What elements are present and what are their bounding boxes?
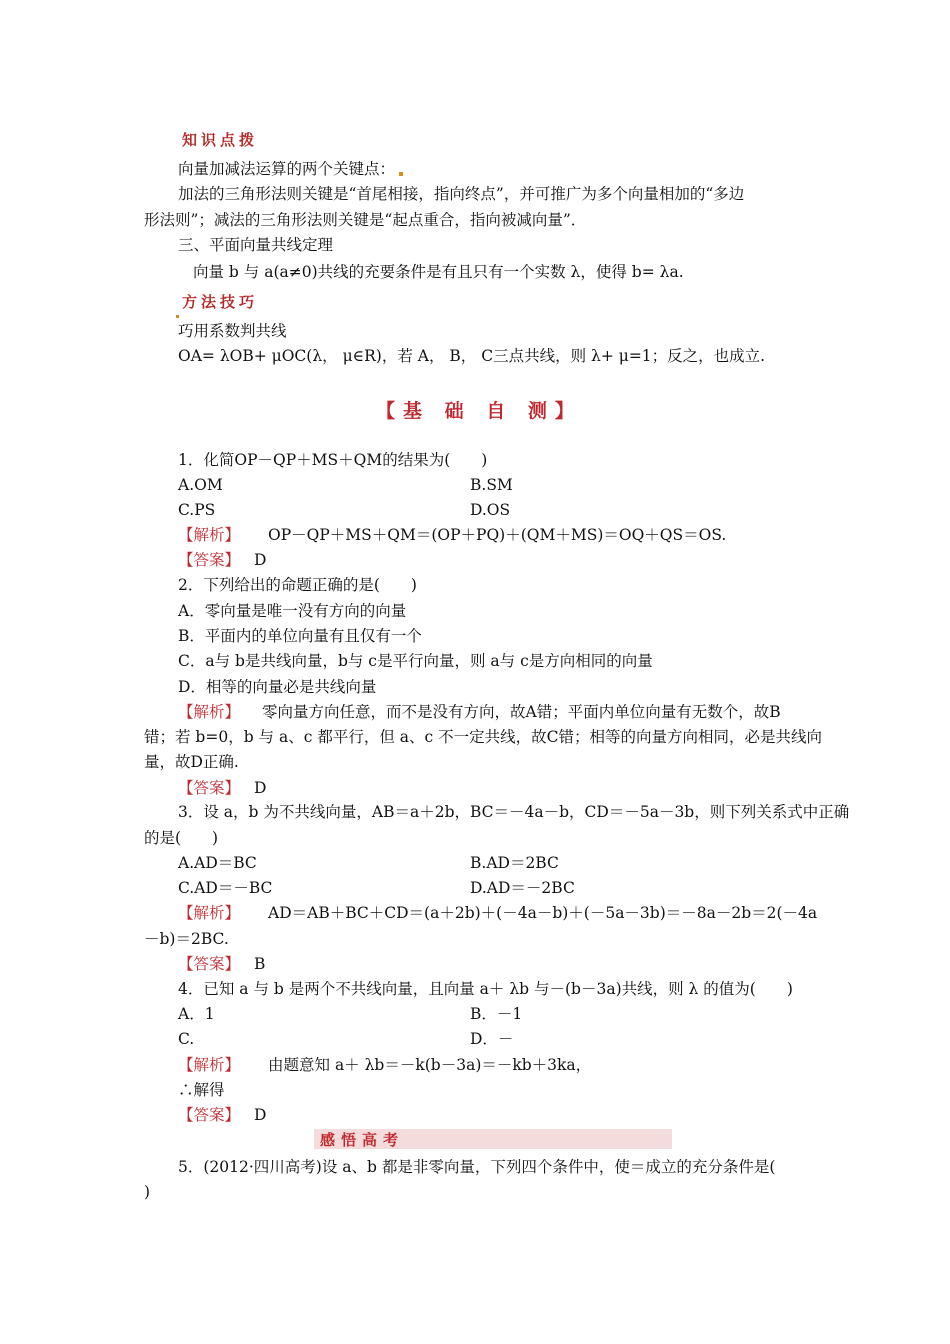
answer-text: B [254, 955, 266, 973]
answer-text: D [254, 551, 267, 569]
method-line-2: OA= λOB+ μOC(λ， μ∈R)，若 A， B， C三点共线，则 λ+ μ=1；反之，也成立. [178, 347, 766, 365]
answer-label: 【答案】 [178, 1106, 241, 1124]
analysis-label: 【解析】 [178, 526, 241, 544]
q1-option-d: D.OS [470, 501, 511, 519]
analysis-text: OP－QP＋MS＋QM＝(OP＋PQ)＋(QM＋MS)＝OQ＋QS＝OS. [268, 526, 727, 544]
knowledge-line-1: 向量加减法运算的两个关键点： [178, 159, 403, 179]
q2-option-d: D．相等的向量必是共线向量 [178, 678, 377, 696]
knowledge-badge-text: 知识点拨 [182, 131, 259, 149]
q1-answer [178, 550, 266, 570]
q3-stem-2: 的是( ) [144, 829, 219, 847]
analysis-label: 【解析】 [178, 904, 241, 922]
analysis-label: 【解析】 [178, 1056, 241, 1074]
q2-answer [178, 778, 266, 798]
q1-option-a: A.OM [178, 476, 223, 494]
q4-analysis-2: ∴解得 [178, 1081, 225, 1099]
knowledge-line-4: 三、平面向量共线定理 [178, 236, 334, 254]
q1-analysis [178, 525, 726, 545]
q3-option-b: B.AD＝2BC [470, 854, 559, 872]
knowledge-line-2: 加法的三角形法则关键是“首尾相接，指向终点”，并可推广为多个向量相加的“多边 [178, 185, 745, 203]
gaokao-label: 感悟高考 [320, 1131, 405, 1149]
q5-stem-2: ) [144, 1183, 151, 1201]
q4-answer [178, 1105, 266, 1125]
q2-analysis-1 [178, 702, 781, 722]
answer-label: 【答案】 [178, 955, 241, 973]
analysis-text: 由题意知 a＋ λb＝－k(b－3a)＝－kb＋3ka， [268, 1056, 592, 1074]
q2-option-a: A．零向量是唯一没有方向的向量 [178, 602, 407, 620]
analysis-text: AD＝AB＋BC＋CD＝(a＋2b)＋(－4a－b)＋(－5a－3b)＝－8a－2b＝2(－4a [268, 904, 818, 922]
q3-analysis-2: －b)＝2BC. [144, 930, 229, 948]
q4-option-c: C. [178, 1030, 195, 1048]
answer-label: 【答案】 [178, 779, 241, 797]
q3-option-d: D.AD＝－2BC [470, 879, 575, 897]
q4-analysis [178, 1055, 591, 1075]
knowledge-line-3: 形法则”；减法的三角形法则关键是“起点重合，指向被减向量”． [144, 211, 587, 229]
q2-analysis-3: 量，故D正确. [144, 753, 239, 771]
section-title: 【基 础 自 测】 [376, 400, 582, 422]
analysis-label: 【解析】 [178, 703, 241, 721]
q1-option-b: B.SM [470, 476, 513, 494]
q5-stem-1: 5．(2012·四川高考)设 a、b 都是非零向量，下列四个条件中，使＝成立的充分条件是( [178, 1158, 776, 1176]
q3-stem-1: 3．设 a，b 为不共线向量，AB＝a＋2b，BC＝－4a－b，CD＝－5a－3b，则下列关系式中正确 [178, 803, 850, 821]
q4-option-b: B．－1 [470, 1005, 523, 1023]
q4-stem: 4．已知 a 与 b 是两个不共线向量，且向量 a＋ λb 与－(b－3a)共线，则 λ 的值为( ) [178, 980, 793, 998]
q1-option-c: C.PS [178, 501, 216, 519]
q3-answer [178, 954, 265, 974]
answer-text: D [254, 1106, 267, 1124]
q4-option-d: D．－ [470, 1030, 514, 1048]
q3-analysis-1 [178, 903, 817, 923]
q2-analysis-2: 错；若 b=0，b 与 a、c 都平行，但 a、c 不一定共线，故C错；相等的向量方向相同，必是共线向 [144, 728, 822, 746]
method-badge-text: 方法技巧 [182, 293, 259, 311]
method-badge [182, 291, 258, 312]
q2-stem: 2．下列给出的命题正确的是( ) [178, 576, 417, 594]
knowledge-line-5: 向量 b 与 a(a≠0)共线的充要条件是有且只有一个实数 λ，使得 b= λa. [193, 263, 684, 281]
analysis-text: 零向量方向任意，而不是没有方向，故A错；平面内单位向量有无数个，故B [262, 703, 781, 721]
q2-option-c: C．a与 b是共线向量，b与 c是平行向量，则 a与 c是方向相同的向量 [178, 652, 653, 670]
q3-option-c: C.AD＝－BC [178, 879, 273, 897]
q4-option-a: A．1 [178, 1005, 215, 1023]
q3-option-a: A.AD＝BC [178, 854, 257, 872]
answer-label: 【答案】 [178, 551, 241, 569]
marker-dot [176, 315, 179, 318]
knowledge-badge [182, 129, 258, 150]
q1-stem: 1．化简OP－QP＋MS＋QM的结果为( ) [178, 451, 488, 469]
answer-text: D [254, 779, 267, 797]
q2-option-b: B．平面内的单位向量有且仅有一个 [178, 627, 422, 645]
marker-dot [399, 172, 403, 176]
method-line-1: 巧用系数判共线 [178, 322, 287, 340]
